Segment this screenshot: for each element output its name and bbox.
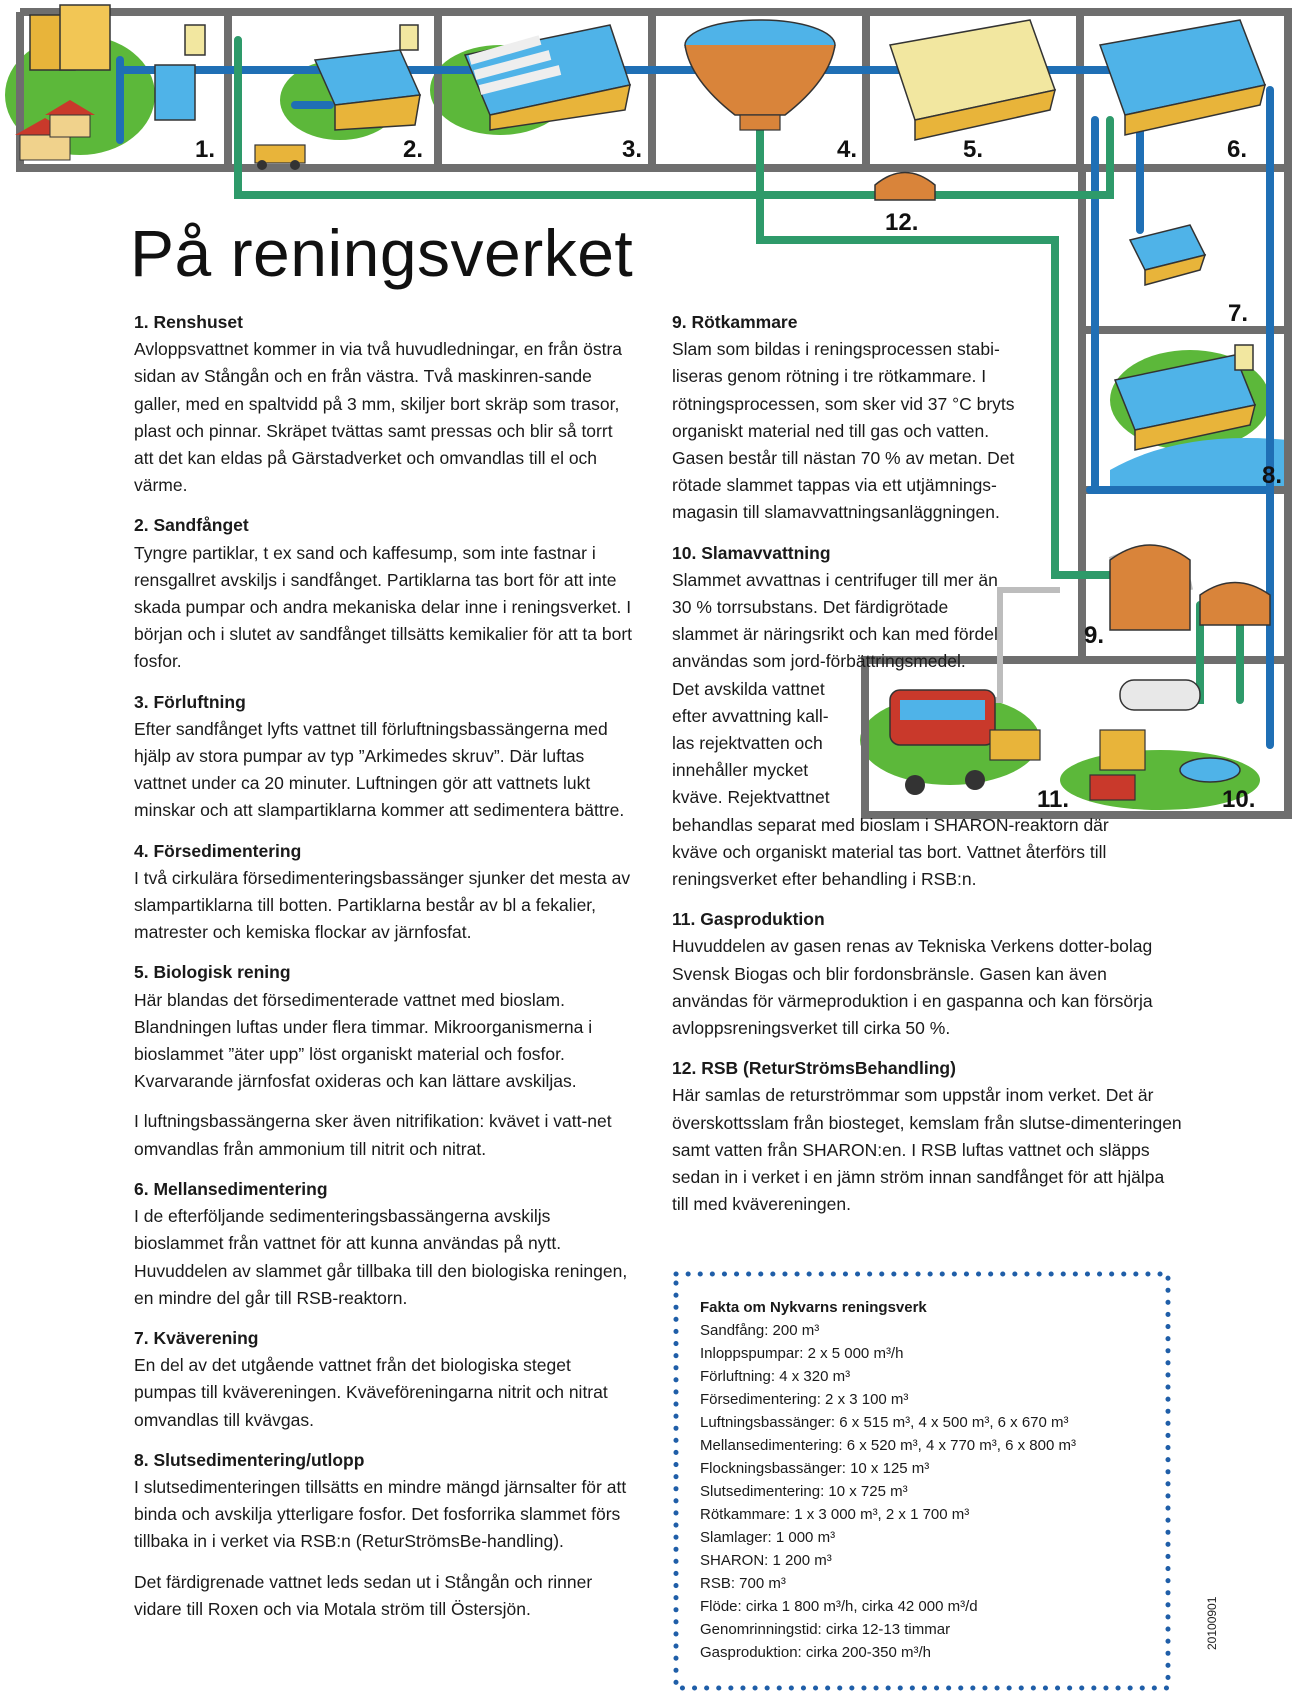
section-heading: 1. Renshuset bbox=[134, 312, 243, 332]
step-number-8: 8. bbox=[1262, 462, 1283, 489]
step-12-rsb bbox=[875, 173, 935, 201]
fact-item: Mellansedimentering: 6 x 520 m³, 4 x 770 m³, 6 x 800 m³ bbox=[700, 1437, 1076, 1454]
section-forluftning bbox=[134, 689, 634, 825]
section-text: Avloppsvattnet kommer in via två huvudledningar, en från östra sidan av Stångån och en från västra. Två maskinren-sande galler, med en spaltvidd på 3 mm, skiljer bort skräp som trasor, plast och pinnar. Skräpet tvättas samt pressas och blir så torrt att det kan eldas på Gärstadverket och omvandlas till el och värme. bbox=[134, 339, 623, 496]
step-7-kvaverening bbox=[1130, 225, 1205, 285]
fact-item: Inloppspumpar: 2 x 5 000 m³/h bbox=[700, 1345, 904, 1362]
section-text: Här samlas de returströmmar som uppstår inom verket. Det är överskottsslam från biosteget, kemslam från slutse-dimenteringen samt vatten från SHARON:en. I RSB luftas vattnet och släpps sedan in i verket i en jämn ström innan sandfånget för att hjälpa till med kvävereningen. bbox=[672, 1085, 1182, 1215]
step-number-10: 10. bbox=[1222, 786, 1256, 813]
section-sandfanget bbox=[134, 512, 634, 675]
section-text: I luftningsbassängerna sker även nitrifikation: kvävet i vatt-net omvandlas från ammonium till nitrit och nitrat. bbox=[134, 1111, 612, 1159]
facts-heading: Fakta om Nykvarns reningsverk bbox=[700, 1299, 927, 1316]
section-heading: 7. Kväverening bbox=[134, 1327, 259, 1348]
step-number-12: 12. bbox=[885, 209, 919, 236]
section-gasproduktion bbox=[672, 906, 1182, 1042]
step-4-forsedimentering bbox=[685, 20, 835, 130]
section-mellansedimentering bbox=[134, 1176, 634, 1312]
step-2-sandfanget bbox=[255, 25, 420, 170]
fact-item: Luftningsbassänger: 6 x 515 m³, 4 x 500 m³, 6 x 670 m³ bbox=[700, 1414, 1069, 1431]
section-rotkammare bbox=[672, 309, 1042, 527]
section-slamavvattning bbox=[672, 540, 1182, 894]
section-rsb bbox=[672, 1055, 1182, 1218]
step-number-7: 7. bbox=[1228, 300, 1249, 327]
fact-item: Slamlager: 1 000 m³ bbox=[700, 1529, 836, 1546]
step-number-6: 6. bbox=[1227, 136, 1248, 163]
right-column bbox=[672, 309, 1182, 1232]
section-text: Efter sandfånget lyfts vattnet till förluftningsbassängerna med hjälp av stora pumpar av typ ”Arkimedes skruv”. Där luftas vattnet under ca 20 minuter. Luftningen gör att vattnets lukt minskar och att slampartiklarna kommer att sedimentera bättre. bbox=[134, 718, 625, 821]
fact-item: Sandfång: 200 m³ bbox=[700, 1322, 820, 1339]
section-text: Det avskilda vattnet efter avvattning kall-las rejektvatten och innehåller mycket kväve. Rejektvattnet bbox=[672, 678, 830, 808]
facts-list bbox=[700, 1319, 1076, 1664]
fact-item: Förluftning: 4 x 320 m³ bbox=[700, 1368, 851, 1385]
step-number-9: 9. bbox=[1084, 622, 1105, 649]
section-renshuset bbox=[134, 309, 634, 499]
section-heading: 10. Slamavvattning bbox=[672, 542, 831, 563]
step-number-1: 1. bbox=[195, 136, 216, 163]
step-number-2: 2. bbox=[403, 136, 424, 163]
section-kvaverening bbox=[134, 1325, 634, 1434]
facts-box bbox=[672, 1270, 1172, 1692]
date-code: 20100901 bbox=[1205, 1596, 1219, 1650]
section-heading: 9. Rötkammare bbox=[672, 312, 798, 332]
step-number-5: 5. bbox=[963, 136, 984, 163]
section-text: behandlas separat med bioslam i SHARON-reaktorn där kväve och organiskt material tas bort. Vattnet återförs till reningsverket efter behandling i RSB:n. bbox=[672, 814, 1109, 890]
section-heading: 11. Gasproduktion bbox=[672, 909, 825, 930]
section-text: I två cirkulära försedimenteringsbassänger sjunker det mesta av slampartiklarna till botten. Partiklarna består av bl a fekalier, matrester och kemiska flockar av järnfosfat. bbox=[134, 867, 631, 943]
section-text: I slutsedimenteringen tillsätts en mindre mängd järnsalter för att binda och avskilja ytterligare fosfor. Det fosforrika slammet förs tillbaka in i verket via RSB:n (ReturStrömsBe-handling). bbox=[134, 1476, 627, 1552]
section-heading: 4. Försedimentering bbox=[134, 840, 302, 861]
facts-content bbox=[700, 1296, 1076, 1664]
section-text: Huvuddelen av gasen renas av Tekniska Verkens dotter-bolag Svensk Biogas och blir fordonsbränsle. Gasen kan även användas för värmeproduktion i en gaspanna och kan försörja avloppsreningsverket till cirka 50 %. bbox=[672, 936, 1153, 1039]
section-slutsedimentering bbox=[134, 1447, 634, 1623]
section-heading: 3. Förluftning bbox=[134, 691, 246, 712]
left-column bbox=[134, 309, 634, 1636]
step-number-11: 11. bbox=[1037, 786, 1070, 813]
step-number-4: 4. bbox=[837, 136, 858, 163]
step-number-3: 3. bbox=[622, 136, 643, 163]
section-heading: 6. Mellansedimentering bbox=[134, 1178, 328, 1199]
fact-item: Försedimentering: 2 x 3 100 m³ bbox=[700, 1391, 909, 1408]
section-heading: 5. Biologisk rening bbox=[134, 962, 291, 983]
fact-item: SHARON: 1 200 m³ bbox=[700, 1552, 832, 1569]
step-3-forluftning bbox=[465, 25, 630, 130]
section-text: En del av det utgående vattnet från det biologiska steget pumpas till kvävereningen. Kväveföreningarna nitrit och nitrat omvandlas till kvävgas. bbox=[134, 1355, 608, 1430]
section-text: Tyngre partiklar, t ex sand och kaffesump, som inte fastnar i rensgallret avskiljs i sandfånget. Partiklarna tas bort för att inte skada pumpar och andra mekaniska delar inne i reningsverket. I början och i slutet av sandfånget tillsätts kemikalier för att ta bort fosfor. bbox=[134, 542, 633, 672]
step-5-biologisk-rening bbox=[890, 20, 1055, 140]
fact-item: Rötkammare: 1 x 3 000 m³, 2 x 1 700 m³ bbox=[700, 1506, 970, 1523]
section-text: Det färdigrenade vattnet leds sedan ut i Stångån och rinner vidare till Roxen och via Motala ström till Östersjön. bbox=[134, 1571, 593, 1619]
section-text: Slammet avvattnas i centrifuger till mer än 30 % torrsubstans. Det färdigrötade slammet är näringsrikt och kan med fördel användas som jord-förbättringsmedel. bbox=[672, 569, 998, 672]
step-6-mellansedimentering bbox=[1100, 20, 1265, 135]
section-text: I de efterföljande sedimenteringsbassängerna avskiljs bioslammet från vattnet för att kunna användas på nytt. Huvuddelen av slammet går tillbaka till den biologiska reningen, en mindre del går till RSB-reaktorn. bbox=[134, 1206, 628, 1308]
section-biologisk-rening bbox=[134, 959, 634, 1162]
section-heading: 12. RSB (ReturStrömsBehandling) bbox=[672, 1058, 956, 1079]
page-title: På reningsverket bbox=[130, 216, 634, 290]
fact-item: Slutsedimentering: 10 x 725 m³ bbox=[700, 1483, 908, 1500]
fact-item: Gasproduktion: cirka 200-350 m³/h bbox=[700, 1644, 931, 1661]
section-heading: 8. Slutsedimentering/utlopp bbox=[134, 1449, 365, 1470]
section-text: Här blandas det försedimenterade vattnet med bioslam. Blandningen luftas under flera timmar. Mikroorganismerna i bioslammet ”äter upp” löst organiskt material och fosfor. Kvarvarande järnfosfat oxideras och kan lättare avskiljas. bbox=[134, 989, 593, 1092]
section-forsedimentering bbox=[134, 838, 634, 947]
fact-item: RSB: 700 m³ bbox=[700, 1575, 786, 1592]
fact-item: Genomrinningstid: cirka 12-13 timmar bbox=[700, 1621, 951, 1638]
fact-item: Flöde: cirka 1 800 m³/h, cirka 42 000 m³/d bbox=[700, 1598, 978, 1615]
fact-item: Flockningsbassänger: 10 x 125 m³ bbox=[700, 1460, 930, 1477]
section-heading: 2. Sandfånget bbox=[134, 515, 249, 536]
section-text: Slam som bildas i reningsprocessen stabi-liseras genom rötning i tre rötkammare. I rötningsprocessen, som sker vid 37 °C bryts organiskt material ned till gas och vatten. Gasen består till nästan 70 % av metan. Det rötade slammet tappas via ett utjämnings-magasin till slamavvattningsanläggningen. bbox=[672, 339, 1015, 523]
